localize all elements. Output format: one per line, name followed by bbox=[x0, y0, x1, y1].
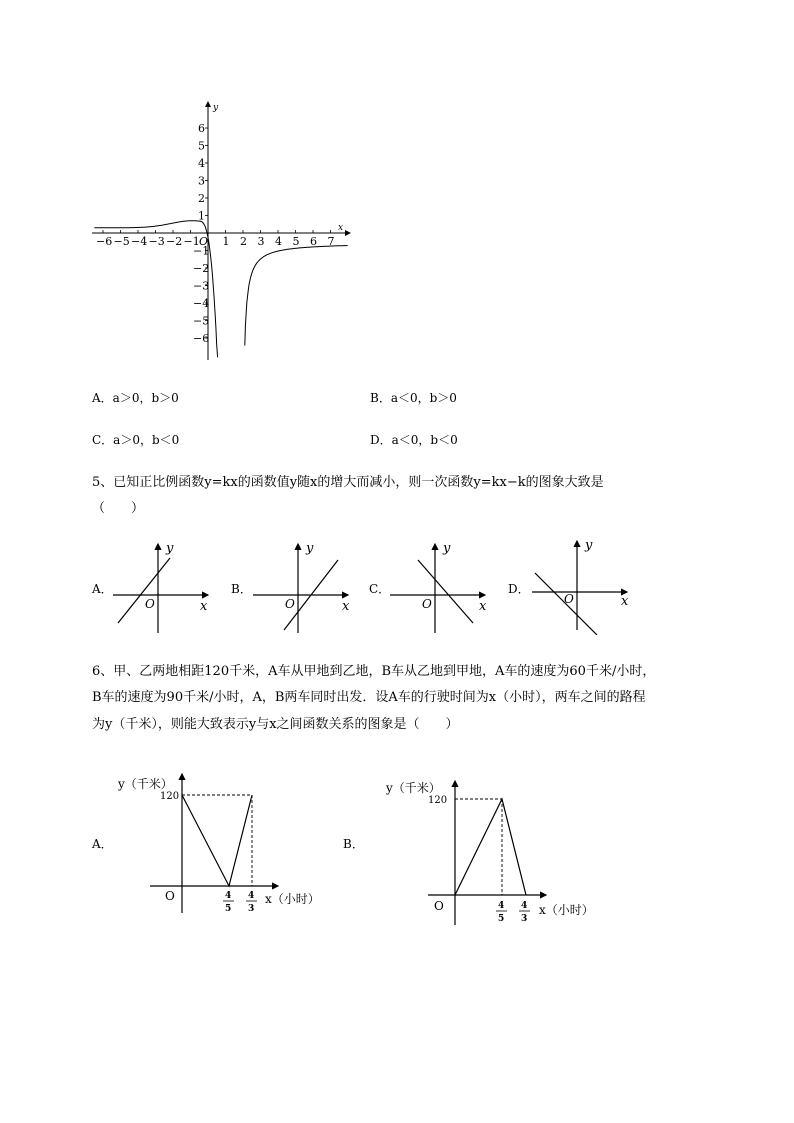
svg-text:4: 4 bbox=[225, 891, 232, 901]
q6-question-line3: 为y（千米），则能大致表示y与x之间函数关系的图象是（ ） bbox=[92, 717, 459, 732]
q4-y-tick-label: −5 bbox=[193, 314, 210, 328]
svg-text:5: 5 bbox=[225, 904, 232, 914]
q4-x-tick-label: 3 bbox=[257, 235, 265, 248]
svg-text:y: y bbox=[306, 541, 314, 556]
q4-curve-right bbox=[245, 246, 348, 346]
q5-question-line1: 5、已知正比例函数y=kx的函数值y随x的增大而减小，则一次函数y=kx−k的图象大致是 bbox=[92, 475, 604, 490]
q4-option-a[interactable]: A．a＞0，b＞0 bbox=[92, 391, 179, 405]
q4-origin: O bbox=[199, 235, 209, 248]
q5-graph-d[interactable] bbox=[527, 535, 637, 635]
svg-text:120: 120 bbox=[428, 795, 448, 806]
q6-graph-b-line bbox=[455, 799, 526, 895]
q5-graph-b[interactable] bbox=[248, 538, 358, 638]
q5-label-c[interactable]: C． bbox=[369, 582, 391, 596]
svg-text:x: x bbox=[342, 599, 350, 614]
q5-label-b[interactable]: B． bbox=[231, 582, 252, 596]
q5-graph-c[interactable] bbox=[385, 538, 495, 638]
svg-text:x（小时）: x（小时） bbox=[265, 892, 320, 906]
svg-text:O: O bbox=[564, 592, 574, 606]
svg-text:x: x bbox=[479, 599, 487, 614]
svg-text:3: 3 bbox=[521, 914, 528, 924]
q4-y-tick-label: −2 bbox=[193, 262, 210, 275]
q4-y-tick-label: −3 bbox=[193, 279, 210, 293]
svg-text:x（小时）: x（小时） bbox=[539, 903, 594, 917]
q4-y-label: y bbox=[213, 103, 219, 113]
q5-label-d[interactable]: D． bbox=[508, 582, 530, 596]
q4-y-tick-label: 3 bbox=[198, 174, 205, 188]
svg-text:O: O bbox=[285, 597, 295, 611]
q4-option-b[interactable]: B．a＜0，b＞0 bbox=[370, 391, 457, 405]
q4-option-c[interactable]: C．a＞0，b＜0 bbox=[92, 433, 180, 447]
svg-text:x: x bbox=[200, 599, 208, 614]
q4-x-tick-label: 1 bbox=[222, 235, 230, 248]
q5-graph-a[interactable] bbox=[108, 538, 218, 638]
svg-text:3: 3 bbox=[248, 904, 255, 914]
q5-question-line2: （ ） bbox=[92, 501, 145, 516]
q4-y-tick-label: 4 bbox=[198, 157, 205, 170]
q4-x-tick-label: 5 bbox=[292, 235, 300, 248]
svg-text:y: y bbox=[585, 538, 593, 553]
svg-text:y: y bbox=[443, 541, 451, 556]
q4-x-tick-label: 7 bbox=[327, 235, 335, 248]
q4-y-tick-label: −6 bbox=[193, 332, 210, 345]
q6-graph-a[interactable] bbox=[110, 768, 340, 918]
q6-question-line2: B车的速度为90千米/小时，A，B两车同时出发．设A车的行驶时间为x（小时），两车之间的路程 bbox=[92, 690, 646, 705]
svg-text:O: O bbox=[422, 597, 432, 611]
q4-y-tick-label: 1 bbox=[198, 209, 205, 223]
q4-x-tick-label: 2 bbox=[240, 235, 247, 248]
svg-text:4: 4 bbox=[521, 901, 528, 911]
q6-graph-a-line bbox=[182, 795, 252, 886]
q4-option-d[interactable]: D．a＜0，b＜0 bbox=[370, 433, 458, 447]
q4-x-label: x bbox=[338, 223, 344, 233]
q6-label-b[interactable]: B． bbox=[343, 837, 364, 851]
q5-line-c bbox=[418, 560, 473, 623]
q4-x-tick-label: −6 bbox=[96, 235, 113, 248]
q5-label-a[interactable]: A． bbox=[92, 582, 113, 596]
svg-text:120: 120 bbox=[160, 791, 180, 802]
svg-text:O: O bbox=[145, 597, 155, 611]
q5-line-a bbox=[118, 558, 170, 623]
q6-question-line1: 6、甲、乙两地相距120千米，A车从甲地到乙地，B车从乙地到甲地，A车的速度为60千米/小时， bbox=[92, 664, 656, 679]
q4-x-tick-label: −3 bbox=[148, 235, 165, 248]
svg-text:y（千米）: y（千米） bbox=[118, 777, 173, 791]
q4-x-tick-label: 6 bbox=[310, 235, 317, 248]
q4-function-graph bbox=[88, 98, 358, 366]
svg-text:4: 4 bbox=[498, 901, 505, 911]
svg-text:O: O bbox=[165, 889, 175, 903]
svg-text:y（千米）: y（千米） bbox=[386, 781, 441, 795]
q4-y-tick-label: 6 bbox=[198, 122, 205, 135]
svg-text:4: 4 bbox=[248, 891, 255, 901]
q4-y-tick-label: −1 bbox=[193, 244, 210, 258]
q4-x-tick-label: −5 bbox=[113, 235, 130, 248]
q6-label-a[interactable]: A． bbox=[92, 837, 113, 851]
svg-text:5: 5 bbox=[498, 914, 505, 924]
q6-graph-b[interactable] bbox=[378, 775, 608, 930]
q4-y-tick-label: −4 bbox=[193, 297, 210, 310]
q4-x-tick-label: −4 bbox=[131, 235, 148, 248]
q4-x-tick-label: −1 bbox=[183, 235, 200, 248]
q4-y-tick-label: 5 bbox=[198, 139, 205, 153]
svg-text:O: O bbox=[434, 899, 444, 913]
q4-x-tick-label: −2 bbox=[166, 235, 183, 248]
svg-text:x: x bbox=[621, 594, 629, 609]
q4-x-tick-label: 4 bbox=[275, 235, 282, 248]
svg-text:y: y bbox=[166, 541, 174, 556]
q4-y-tick-label: 2 bbox=[198, 192, 205, 205]
